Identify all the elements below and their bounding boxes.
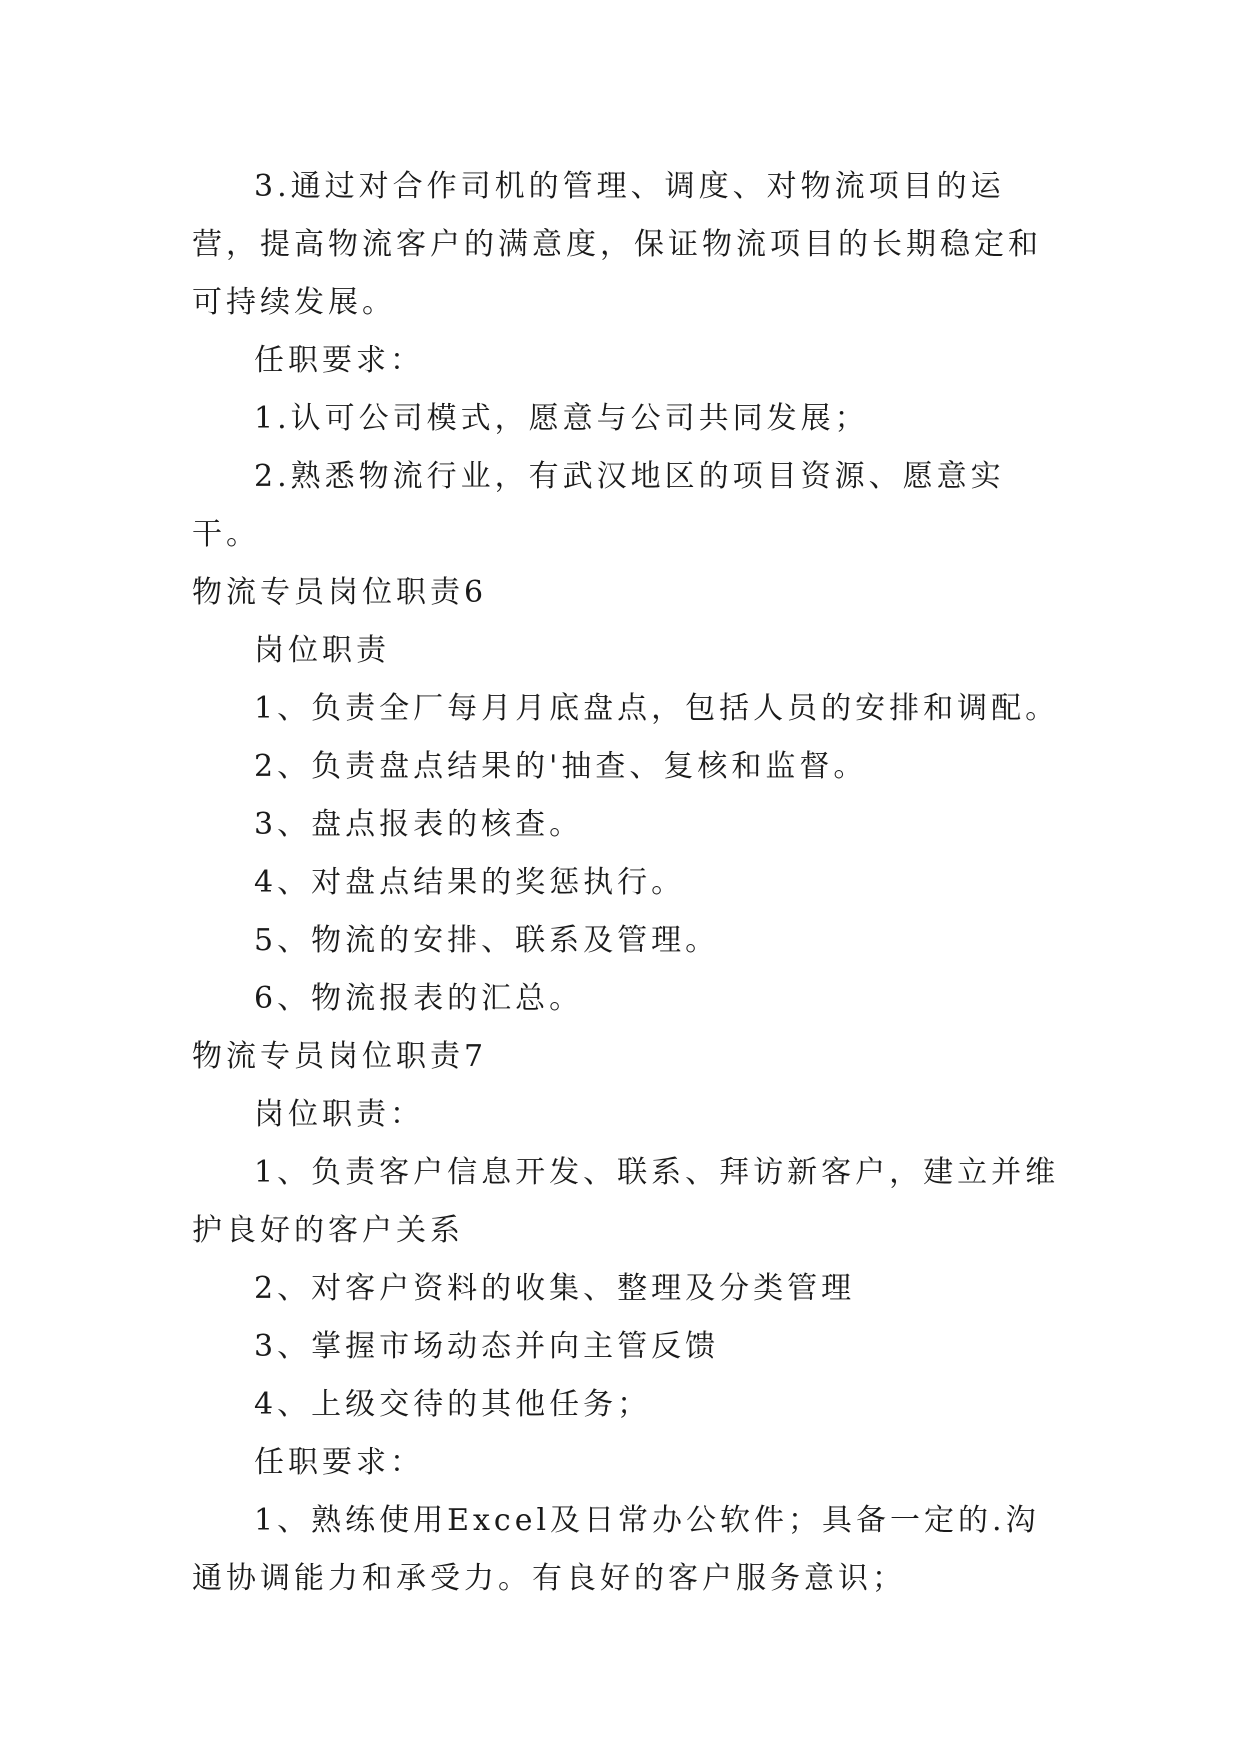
duty-item-7-3: 3、掌握市场动态并向主管反馈 bbox=[254, 1329, 720, 1364]
section-title-6: 物流专员岗位职责6 bbox=[192, 575, 488, 610]
duties-heading-7: 岗位职责： bbox=[254, 1097, 424, 1132]
requirement-item-7-1: 1、熟练使用Excel及日常办公软件；具备一定的.沟通协调能力和承受力。有良好的客户服务意识； bbox=[192, 1503, 1040, 1596]
requirements-heading-7: 任职要求： bbox=[254, 1445, 424, 1480]
duty-item-7-2: 2、对客户资料的收集、整理及分类管理 bbox=[254, 1271, 856, 1306]
requirement-item-2: 2.熟悉物流行业，有武汉地区的项目资源、愿意实干。 bbox=[192, 459, 1005, 552]
duty-item-7-4: 4、上级交待的其他任务； bbox=[254, 1387, 652, 1422]
paragraph-item-3: 3.通过对合作司机的管理、调度、对物流项目的运营，提高物流客户的满意度，保证物流项目的长期稳定和可持续发展。 bbox=[192, 169, 1042, 320]
duty-item-5: 5、物流的安排、联系及管理。 bbox=[254, 923, 720, 958]
duty-item-3: 3、盘点报表的核查。 bbox=[254, 807, 584, 842]
duty-item-7-1: 1、负责客户信息开发、联系、拜访新客户，建立并维护良好的客户关系 bbox=[192, 1155, 1060, 1248]
duties-heading: 岗位职责 bbox=[254, 633, 390, 668]
requirements-heading: 任职要求： bbox=[254, 343, 424, 378]
section-title-7: 物流专员岗位职责7 bbox=[192, 1039, 488, 1074]
document-body bbox=[192, 158, 1062, 1608]
duty-item-1: 1、负责全厂每月月底盘点，包括人员的安排和调配。 bbox=[254, 691, 1060, 726]
duty-item-6: 6、物流报表的汇总。 bbox=[254, 981, 584, 1016]
requirement-item-1: 1.认可公司模式，愿意与公司共同发展； bbox=[254, 401, 869, 436]
duty-item-2: 2、负责盘点结果的'抽查、复核和监督。 bbox=[254, 749, 868, 784]
duty-item-4: 4、对盘点结果的奖惩执行。 bbox=[254, 865, 686, 900]
